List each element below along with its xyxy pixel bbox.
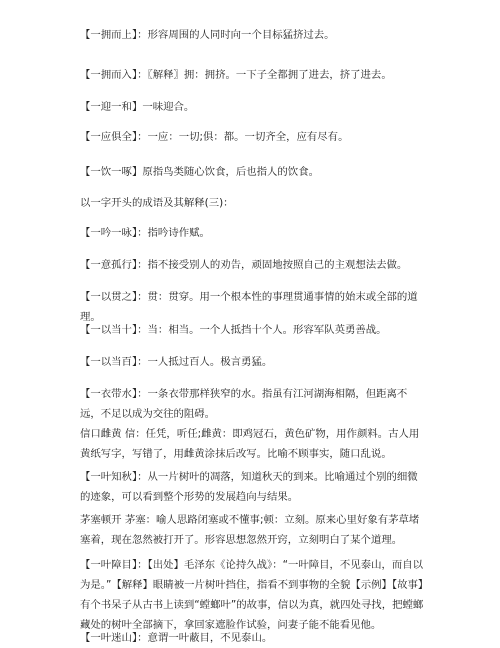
entry-yi-ye-mi-shan: 【一叶迷山】：意谓一叶蔽目，不见泰山。 [80,632,273,644]
entry-yi-yong-er-ru: 【一拥而入】：〖解释〗拥：拥挤。一下子全都拥了进去，挤了进去。 [80,69,392,81]
entry-yi-yin-yi-zhuo: 【一饮一啄】原指鸟类随心饮食，后也指人的饮食。 [80,166,319,178]
entry-yi-ying-yi-he: 【一迎一和】一味迎合。 [80,101,195,113]
entry-yi-yi-gu-xing: 【一意孤行】：指不接受别人的劝告，顽固地按照自己的主观想法去做。 [80,259,408,271]
entry-yi-yi-dang-bai: 【一以当百】：一人抵过百人。极言勇猛。 [80,356,273,368]
entry-xin-kou-ci-huang: 信口雌黄 信：任凭，听任;雌黄：即鸡冠石，黄色矿物，用作颜料。古人用黄纸写字，写错了，用雌黄涂抹后改写。比喻不顾事实，随口乱说。 [80,428,420,460]
entry-yi-yi-dai-shui: 【一衣带水】：一条衣带那样狭窄的水。指虽有江河湖海相隔，但距离不远，不足以成为交往的阻碍。 [80,388,408,420]
entry-yi-yin-yi-yong: 【一吟一咏】：指吟诗作赋。 [80,227,210,239]
entry-yi-yong-er-shang: 【一拥而上】：形容周围的人同时向一个目标猛挤过去。 [80,29,335,41]
entry-yi-yi-guan-zhi: 【一以贯之】：贯：贯穿。用一个根本性的事理贯通事情的始末或全部的道理。 [80,291,418,323]
entry-yi-ying-ju-quan: 【一应俱全】：一应：一切;俱：都。一切齐全，应有尽有。 [80,131,349,143]
entry-yi-ye-zhi-qiu: 【一叶知秋】：从一片树叶的凋落，知道秋天的到来。比喻通过个别的细微的迹象，可以看到整个形势的发展趋向与结果。 [80,471,418,503]
entry-yi-yi-dang-shi: 【一以当十】：当：相当。一个人抵挡十个人。形容军队英勇善战。 [80,324,387,336]
section-heading: 以一字开头的成语及其解释(三)： [80,197,234,209]
entry-mao-se-dun-kai: 茅塞顿开 茅塞：喻人思路闭塞或不懂事;顿：立刻。原来心里好象有茅草堵塞着，现在忽然被打开了。形容思想忽然开窍，立刻明白了某个道理。 [80,514,420,546]
entry-yi-ye-zhang-mu: 【一叶障目】：【出处】毛泽东《论持久战》：“一叶障目，不见泰山，而自以为是。”【解释】眼睛被一片树叶挡住，指看不到事物的全貌【示例】【故事】有个书呆子从古书上读到“螳螂叶”的故事，信以为真，就四处寻找，把螳螂藏处的树叶全部摘下，拿回家遮脸作试验，问妻子能不能看见他。 [80,559,424,631]
